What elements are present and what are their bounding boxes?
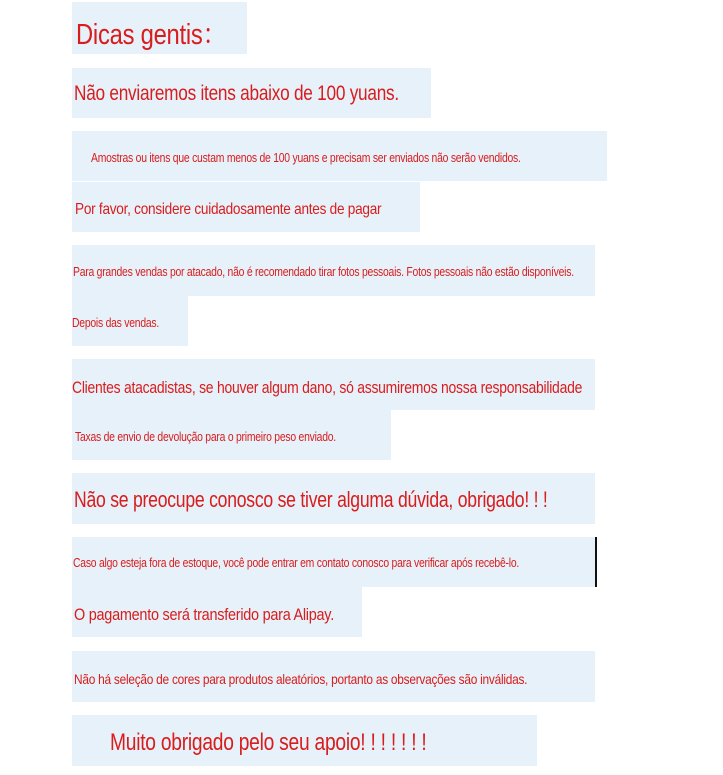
notice-line-block [72,182,420,232]
notice-line-block [72,245,595,296]
notice-line-block [72,537,595,587]
notice-line-block [72,68,431,118]
notice-line: Não há seleção de cores para produtos aleatórios, portanto as observações são inválidas. [74,671,528,687]
notice-line: O pagamento será transferido para Alipay. [74,605,334,624]
notice-line-block [72,131,607,181]
notice-line-block [72,473,595,524]
notice-line-block [72,410,391,460]
notice-line-block [72,296,188,346]
notice-line-block [72,715,537,766]
notice-line: Caso algo esteja fora de estoque, você pode entrar em contato conosco para verificar após recebê-lo. [73,555,520,570]
notice-line-block [72,587,362,637]
notice-line: Taxas de envio de devolução para o primeiro peso enviado. [75,429,336,444]
notice-line: Clientes atacadistas, se houver algum dano, só assumiremos nossa responsabilidade [72,378,583,397]
notice-line: Não se preocupe conosco se tiver alguma dúvida, obrigado! ! ! [74,487,548,512]
notice-line: Depois das vendas. [72,315,160,330]
notice-heading-block [72,2,247,54]
notice-line-block [72,359,595,410]
notice-line: Para grandes vendas por atacado, não é recomendado tirar fotos pessoais. Fotos pessoais não estão disponíveis. [73,264,574,279]
notice-line: Não enviaremos itens abaixo de 100 yuans. [74,82,399,105]
text-cursor [595,537,597,587]
notice-heading: Dicas gentis： [76,19,227,51]
notice-line: Amostras ou itens que custam menos de 100 yuans e precisam ser enviados não serão vendidos. [91,150,521,165]
notice-line: Por favor, considere cuidadosamente antes de pagar [75,201,382,218]
notice-line-block [72,651,595,702]
notice-line: Muito obrigado pelo seu apoio! ! ! ! ! ! ! [110,729,427,756]
